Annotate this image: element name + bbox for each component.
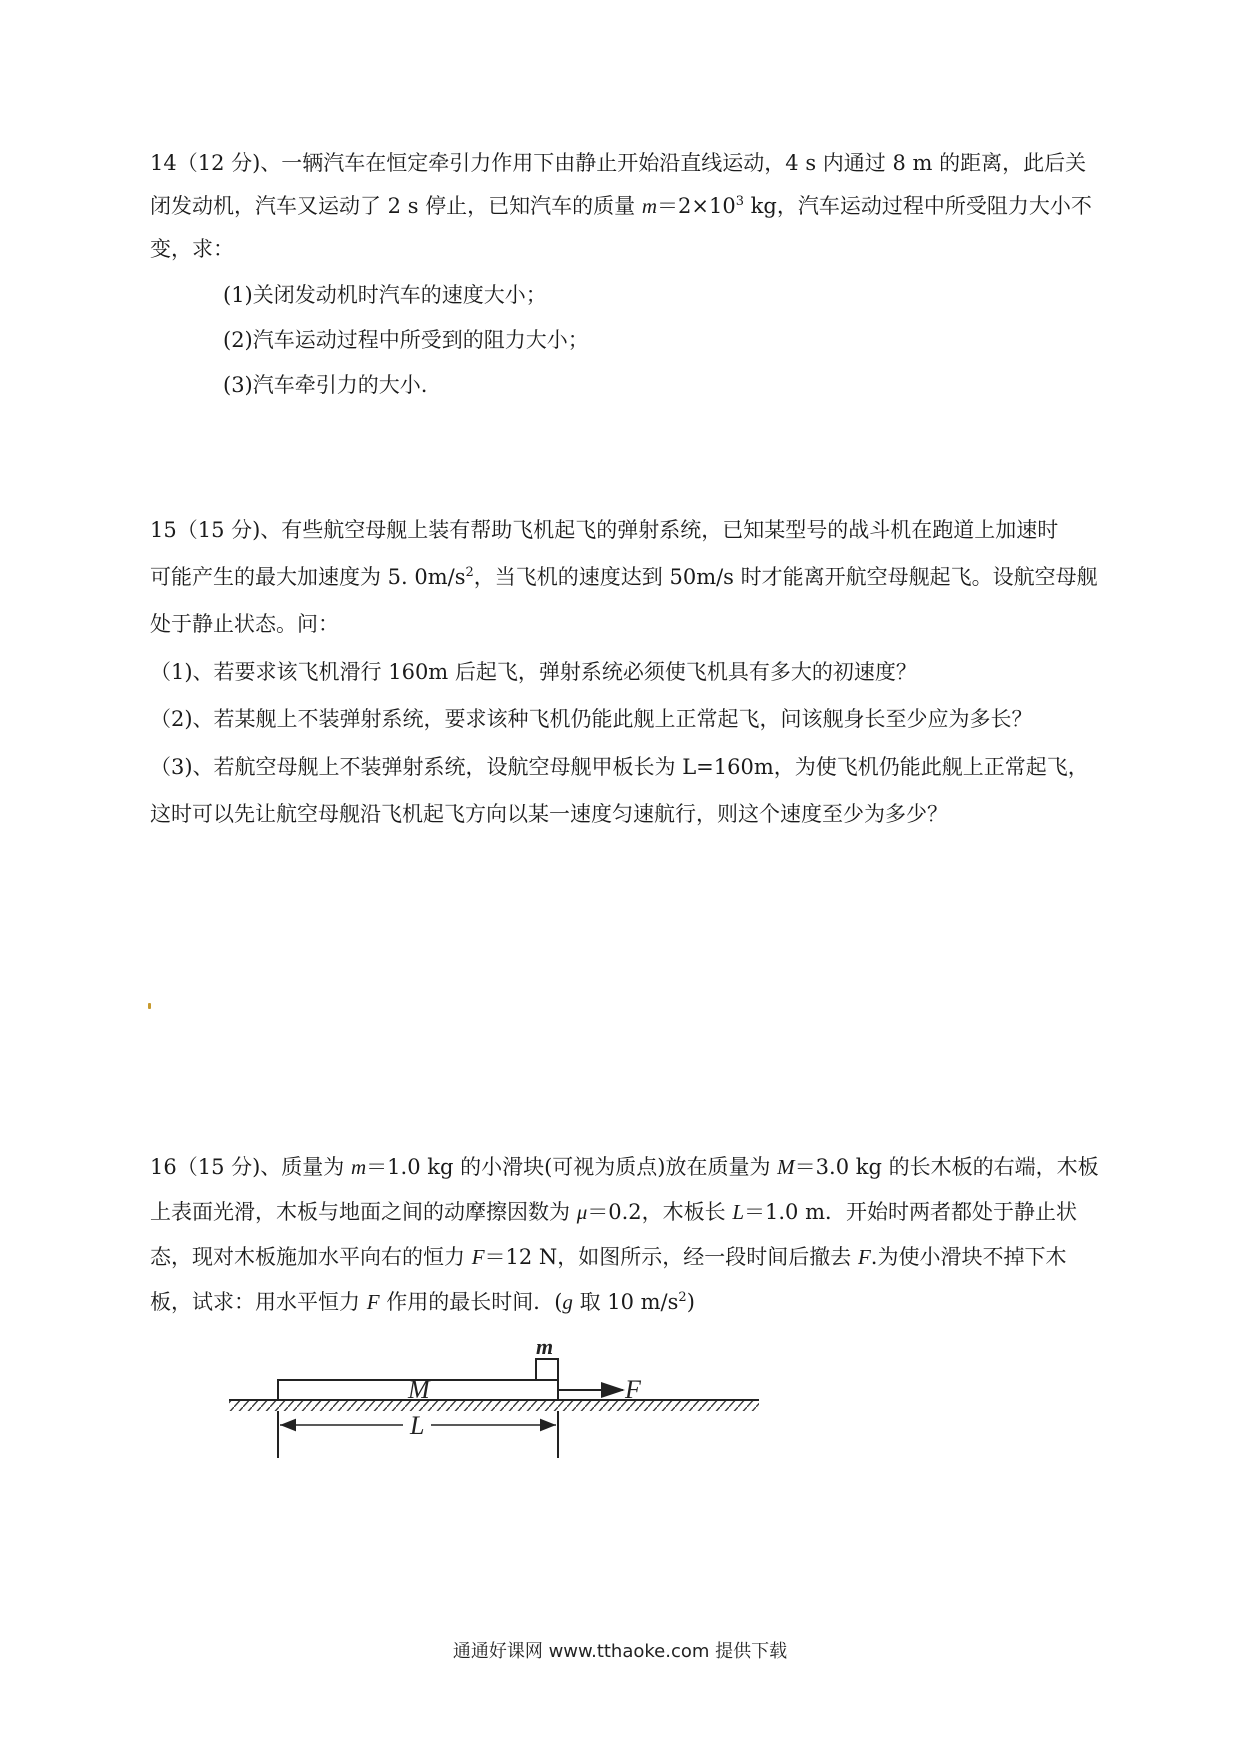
length-label: L — [410, 1411, 425, 1440]
q16-line-2: 上表面光滑，木板与地面之间的动摩擦因数为 μ＝0.2，木板长 L＝1.0 m．开始时两者都处于静止状 — [150, 1200, 1077, 1224]
q15-line-1: 15（15 分)、有些航空母舰上装有帮助飞机起飞的弹射系统，已知某型号的战斗机在跑道上加速时 — [150, 518, 1059, 542]
q14-line-1: 14（12 分)、一辆汽车在恒定牵引力作用下由静止开始沿直线运动，4 s 内通过 8 m 的距离，此后关 — [150, 151, 1087, 175]
q14-line-2: 闭发动机，汽车又运动了 2 s 停止，已知汽车的质量 $m=2\times 10^3$ kg，汽车运动过程中所受阻力大小不 — [150, 194, 1092, 218]
q14-line-3: 变，求： — [150, 237, 234, 261]
q15-line-2: 可能产生的最大加速度为 5. $0m/s^2$，当飞机的速度达到 50m/s 时才能离开航空母舰起飞。设航空母舰 — [150, 565, 1098, 589]
q16-line-1: 16（15 分)、质量为 m＝1.0 kg 的小滑块(可视为质点)放在质量为 M＝3.0 kg 的长木板的右端，木板 — [150, 1155, 1099, 1179]
q14-sub-1: (1)关闭发动机时汽车的速度大小； — [223, 283, 547, 307]
q14-sub-3: (3)汽车牵引力的大小. — [223, 373, 428, 397]
q14-sub-2: (2)汽车运动过程中所受到的阻力大小； — [223, 328, 589, 352]
q15-sub-3-continued: 这时可以先让航空母舰沿飞机起飞方向以某一速度匀速航行，则这个速度至少为多少？ — [150, 802, 948, 826]
q15-line-3: 处于静止状态。问： — [150, 612, 339, 636]
stray-mark — [148, 1003, 151, 1009]
block — [536, 1359, 558, 1380]
footer-source: 通通好课网 www.tthaoke.com 提供下载 — [452, 1641, 788, 1662]
q15-sub-3: （3)、若航空母舰上不装弹射系统，设航空母舰甲板长为 L=160m，为使飞机仍能此舰上正常起飞， — [150, 755, 1089, 779]
q15-sub-1: （1)、若要求该飞机滑行 160m 后起飞，弹射系统必须使飞机具有多大的初速度？ — [150, 660, 917, 684]
q16-line-4: 板，试求：用水平恒力 F 作用的最长时间．(g 取 10 $m/s^2$) — [150, 1290, 695, 1314]
q15-sub-2: （2)、若某舰上不装弹射系统，要求该种飞机仍能此舰上正常起飞，问该舰身长至少应为多长？ — [150, 707, 1033, 731]
board-block-diagram — [225, 1337, 765, 1462]
block-label: m — [536, 1337, 554, 1359]
force-label: F — [625, 1375, 641, 1404]
q16-line-3: 态，现对木板施加水平向右的恒力 F＝12 N，如图所示，经一段时间后撤去 F.为使小滑块不掉下木 — [150, 1245, 1067, 1269]
board-label: M — [408, 1375, 430, 1404]
ground-hatching — [229, 1400, 759, 1411]
